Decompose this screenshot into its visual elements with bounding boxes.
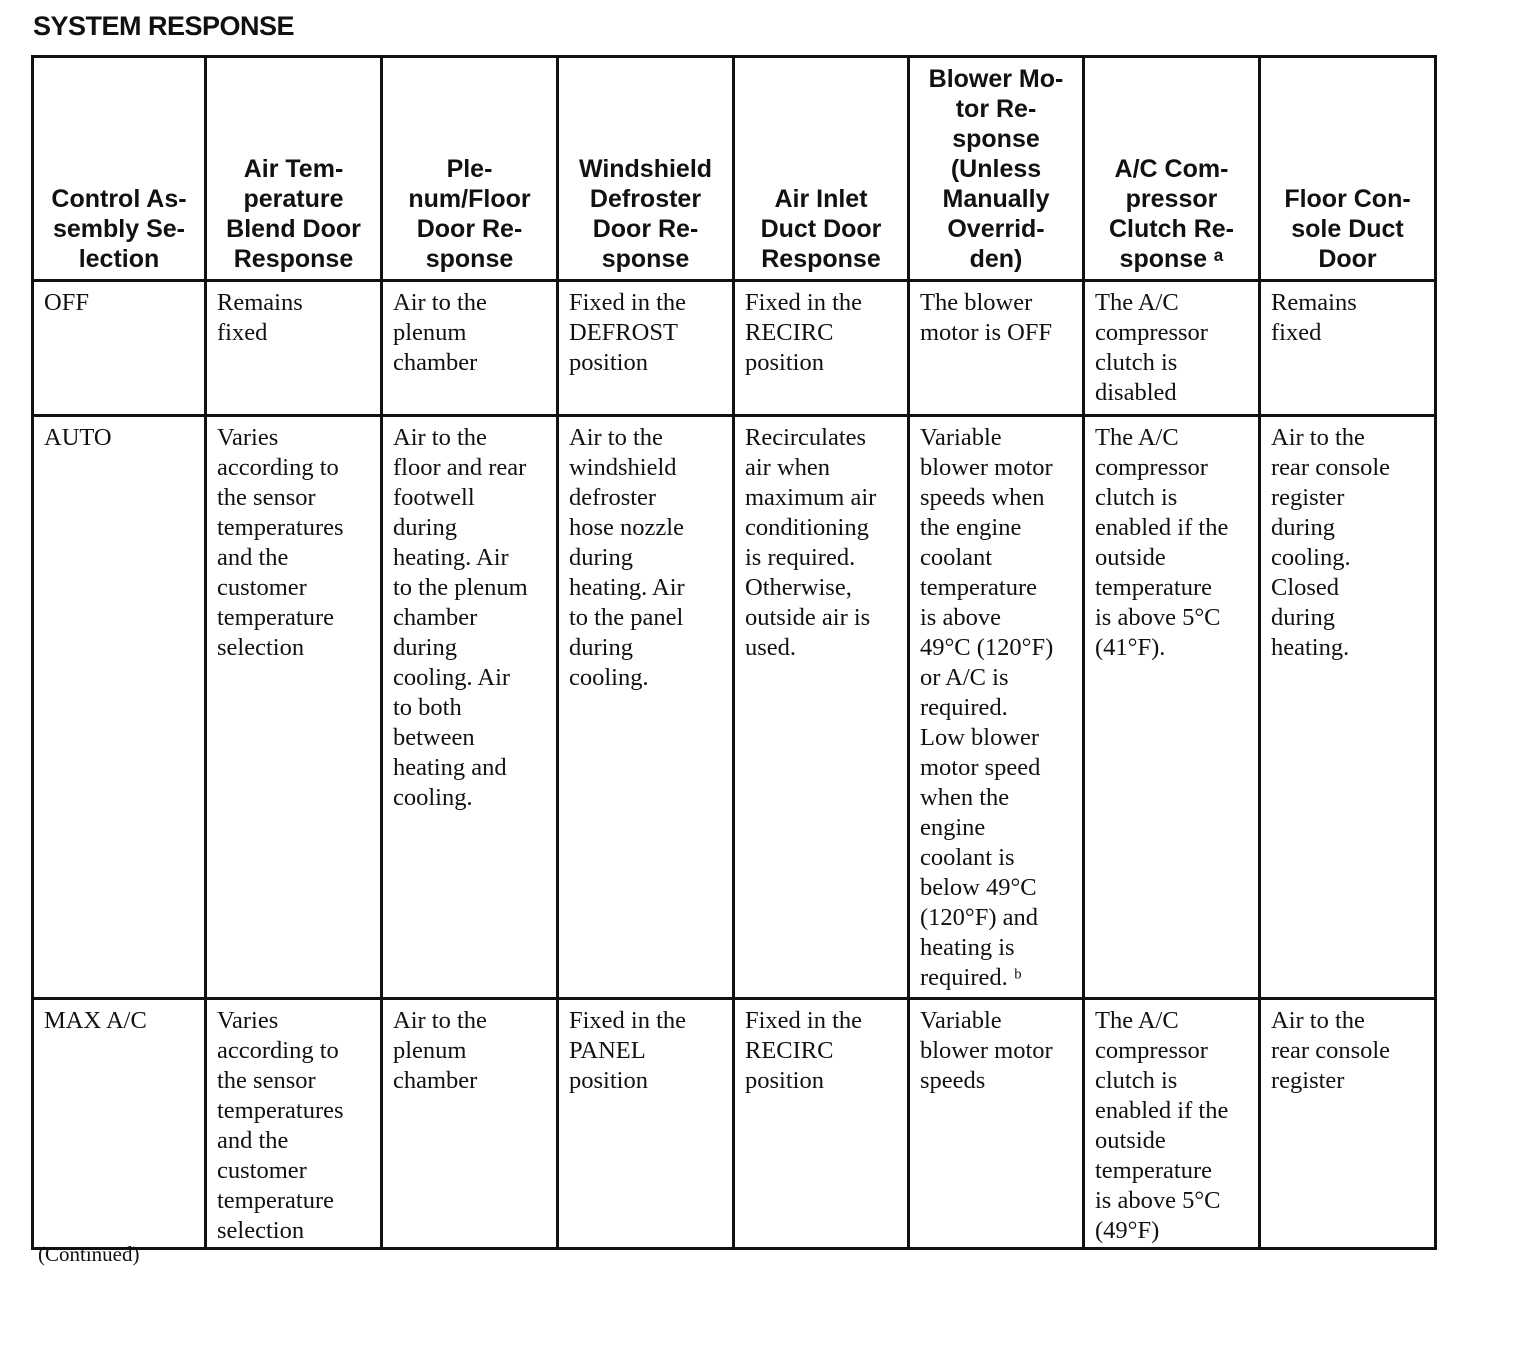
cell-text: Fixed in the RECIRC position (745, 1007, 863, 1094)
table-cell (382, 416, 558, 999)
cell-text: The A/C compressor clutch is enabled if the outside temperature is above 5°C (49°F) (1095, 1007, 1229, 1244)
column-header-defroster-door (558, 57, 734, 281)
column-header-plenum-floor-door (382, 57, 558, 281)
column-header-label: Blower Mo- tor Re- sponse (Unless Manually Overrid- den) (928, 65, 1064, 273)
cell-text: Fixed in the RECIRC position (745, 289, 863, 376)
cell-text: OFF (44, 289, 89, 316)
table-cell (1260, 999, 1436, 1249)
column-header-label: Ple- num/Floor Door Re- sponse (408, 155, 531, 273)
table-cell (1084, 999, 1260, 1249)
column-header-label: Air Inlet Duct Door Response (760, 185, 882, 273)
cell-text: Variable blower motor speeds when the engine coolant temperature is above 49°C (120°F) or A/C is required. Low blower motor speed when the engine coolant is below 49°C (120°F) and heating is required. ᵇ (920, 424, 1054, 991)
table-cell (734, 281, 909, 416)
table-cell (909, 999, 1084, 1249)
cell-text: Variable blower motor speeds (920, 1007, 1053, 1094)
table-cell (558, 416, 734, 999)
cell-text: Air to the plenum chamber (393, 289, 487, 376)
cell-text: Air to the rear console register (1271, 1007, 1391, 1094)
table-cell (734, 416, 909, 999)
column-header-blend-door (206, 57, 382, 281)
column-header-air-inlet-door (734, 57, 909, 281)
table-cell (1260, 281, 1436, 416)
table-cell (558, 281, 734, 416)
column-header-label: A/C Com- pressor Clutch Re- sponse ᵃ (1109, 155, 1234, 273)
table-cell (1084, 416, 1260, 999)
table-cell (558, 999, 734, 1249)
table-cell (382, 281, 558, 416)
cell-text: Air to the floor and rear footwell during heating. Air to the plenum chamber during cooling. Air to both between heating and cooling. (393, 424, 528, 811)
header-row (33, 57, 1436, 281)
cell-text: Fixed in the DEFROST position (569, 289, 687, 376)
column-header-label: Air Tem- perature Blend Door Response (226, 155, 361, 273)
table-cell (1260, 416, 1436, 999)
cell-text: Varies according to the sensor temperatures and the customer temperature selection (217, 1007, 344, 1244)
page-title: SYSTEM RESPONSE (33, 11, 295, 41)
cell-text: The blower motor is OFF (920, 289, 1053, 346)
table-row-off (33, 281, 1436, 416)
table-cell (1084, 281, 1260, 416)
cell-text: The A/C compressor clutch is enabled if the outside temperature is above 5°C (41°F). (1095, 424, 1229, 661)
cell-text: The A/C compressor clutch is disabled (1095, 289, 1208, 406)
cell-text: AUTO (44, 424, 112, 451)
cell-text: Remains fixed (217, 289, 303, 346)
column-header-blower-motor (909, 57, 1084, 281)
table-row-auto (33, 416, 1436, 999)
cell-text: Remains fixed (1271, 289, 1357, 346)
table-cell (206, 999, 382, 1249)
system-response-table (31, 55, 1437, 1250)
cell-text: Varies according to the sensor temperatures and the customer temperature selection (217, 424, 344, 661)
column-header-label: Floor Con- sole Duct Door (1284, 185, 1411, 273)
column-header-ac-clutch (1084, 57, 1260, 281)
cell-text: Fixed in the PANEL position (569, 1007, 687, 1094)
cell-text: Recirculates air when maximum air conditioning is required. Otherwise, outside air is used. (745, 424, 877, 661)
column-header-label: Control As- sembly Se- lection (51, 185, 187, 273)
column-header-floor-console-door (1260, 57, 1436, 281)
table-cell (33, 416, 206, 999)
cell-text: Air to the windshield defroster hose nozzle during heating. Air to the panel during cooling. (569, 424, 685, 691)
column-header-label: Windshield Defroster Door Re- sponse (578, 155, 713, 273)
table-cell (909, 416, 1084, 999)
continued-note: (Continued) (38, 1242, 140, 1266)
table-cell (382, 999, 558, 1249)
table-cell (33, 281, 206, 416)
cell-text: Air to the plenum chamber (393, 1007, 487, 1094)
cell-text: Air to the rear console register during cooling. Closed during heating. (1271, 424, 1391, 661)
cell-text: MAX A/C (44, 1007, 147, 1034)
table-cell (206, 416, 382, 999)
table-cell (734, 999, 909, 1249)
column-header-control-assembly-selection (33, 57, 206, 281)
table-cell (33, 999, 206, 1249)
table-cell (909, 281, 1084, 416)
table-row-max-ac (33, 999, 1436, 1249)
table-cell (206, 281, 382, 416)
